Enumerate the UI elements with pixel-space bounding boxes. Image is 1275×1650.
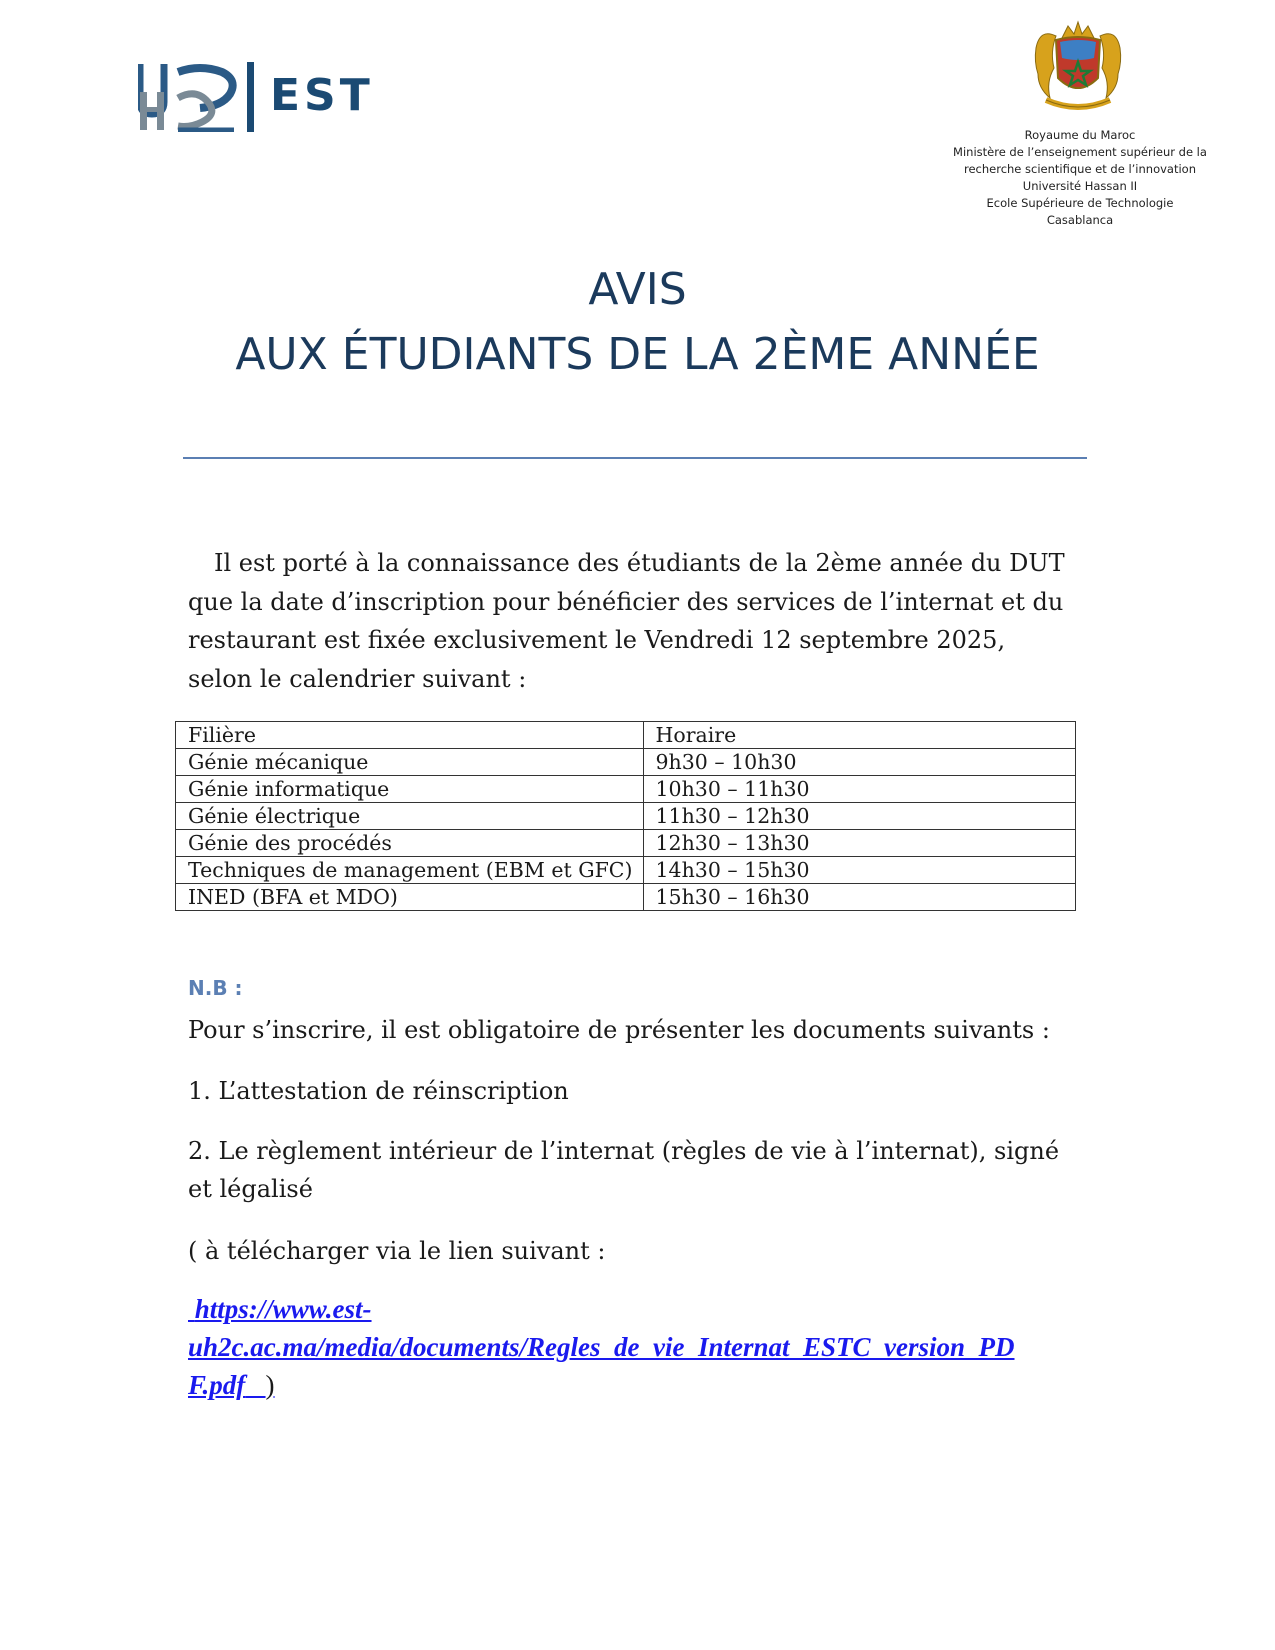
institution-line: Ministère de l’enseignement supérieur de la: [953, 145, 1207, 159]
table-cell: Génie des procédés: [176, 830, 644, 857]
table-cell: 12h30 – 13h30: [643, 830, 1076, 857]
requirement-item-2-line: 2. Le règlement intérieur de l’internat (règles de vie à l’internat), signé: [188, 1137, 1060, 1165]
nb-label: N.B :: [188, 976, 243, 1000]
requirement-item-2: [188, 1132, 1059, 1208]
column-header: Horaire: [643, 722, 1076, 749]
table-cell: 15h30 – 16h30: [643, 884, 1076, 911]
intro-line: restaurant est fixée exclusivement le Vendredi 12 septembre 2025,: [188, 626, 1006, 654]
table-cell: INED (BFA et MDO): [176, 884, 644, 911]
requirement-item-1: 1. L’attestation de réinscription: [188, 1077, 569, 1105]
schedule-table: [175, 721, 1076, 911]
column-header: Filière: [176, 722, 644, 749]
download-link-block: [188, 1290, 1088, 1404]
download-link[interactable]: [188, 1366, 1088, 1404]
table-row: [176, 857, 1076, 884]
table-cell: 14h30 – 15h30: [643, 857, 1076, 884]
requirements-intro: Pour s’inscrire, il est obligatoire de présenter les documents suivants :: [188, 1016, 1050, 1044]
institution-line: recherche scientifique et de l’innovation: [963, 162, 1196, 176]
table-row: [176, 884, 1076, 911]
link-closing-paren: ): [265, 1370, 275, 1400]
est-logo-text: EST: [270, 70, 374, 121]
table-cell: Techniques de management (EBM et GFC): [176, 857, 644, 884]
table-row: [176, 830, 1076, 857]
page-title: AVIS: [588, 264, 687, 315]
table-row: [176, 749, 1076, 776]
institution-line: Casablanca: [1046, 213, 1114, 227]
table-cell: 11h30 – 12h30: [643, 803, 1076, 830]
logo-divider: [247, 62, 254, 132]
table-header-row: [176, 722, 1076, 749]
intro-line: Il est porté à la connaissance des étudiants de la 2ème année du DUT: [214, 549, 1065, 577]
download-note: ( à télécharger via le lien suivant :: [188, 1237, 606, 1265]
table-row: [176, 776, 1076, 803]
intro-paragraph: [188, 544, 1088, 698]
intro-line: que la date d’inscription pour bénéficier des services de l’internat et du: [188, 587, 1064, 616]
coat-of-arms-icon: [1032, 18, 1124, 114]
table-cell: 10h30 – 11h30: [643, 776, 1076, 803]
institution-line: Université Hassan II: [1022, 179, 1138, 193]
table-row: [176, 803, 1076, 830]
institution-line: Royaume du Maroc: [1024, 128, 1136, 142]
institution-block: [930, 127, 1230, 229]
table-cell: 9h30 – 10h30: [643, 749, 1076, 776]
page-subtitle: AUX ÉTUDIANTS DE LA 2ÈME ANNÉE: [235, 329, 1040, 380]
table-cell: Génie électrique: [176, 803, 644, 830]
table-cell: Génie mécanique: [176, 749, 644, 776]
download-link-part[interactable]: F.pdf: [188, 1370, 246, 1400]
requirement-item-2-line: et légalisé: [188, 1175, 313, 1203]
download-link-part[interactable]: https://www.est-: [194, 1294, 372, 1324]
institution-line: Ecole Supérieure de Technologie: [986, 196, 1174, 210]
title-divider: [183, 457, 1087, 459]
download-link[interactable]: uh2c.ac.ma/media/documents/Regles_de_vie_Internat_ESTC_version_PD: [188, 1332, 1015, 1362]
uh2c-logo: [138, 62, 258, 132]
table-cell: Génie informatique: [176, 776, 644, 803]
intro-line: selon le calendrier suivant :: [188, 664, 527, 693]
download-link[interactable]: [188, 1290, 1088, 1328]
